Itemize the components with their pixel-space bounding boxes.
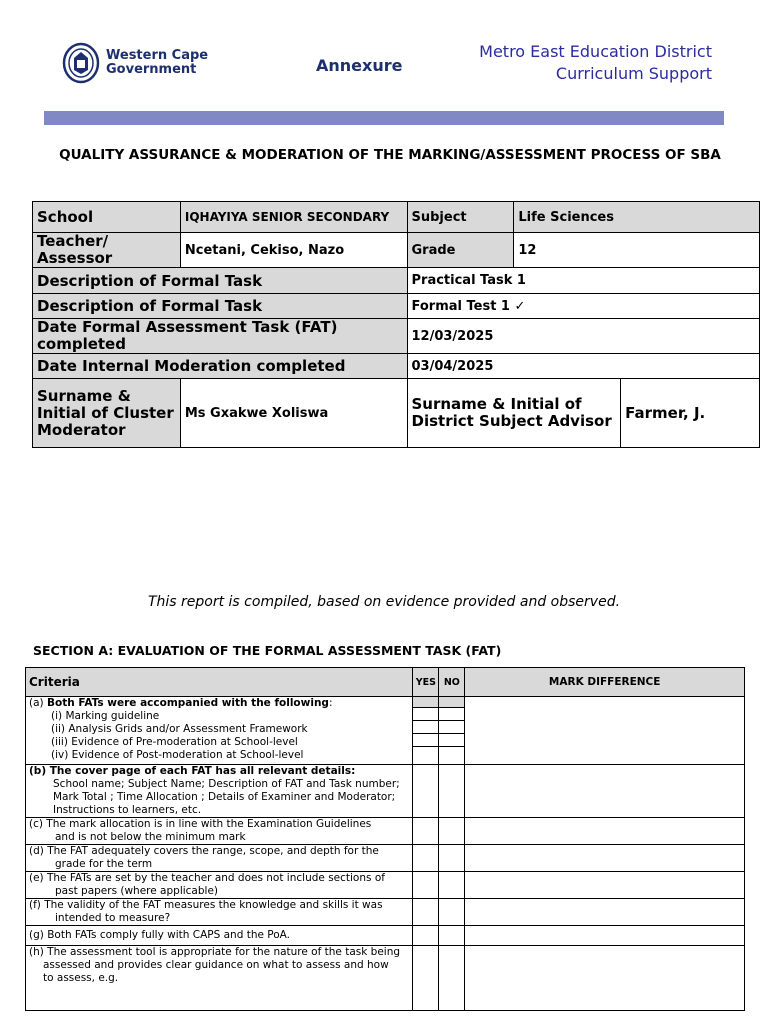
mark-difference-header: MARK DIFFERENCE bbox=[465, 668, 745, 697]
mark-cell[interactable] bbox=[465, 818, 745, 845]
grade-value: 12 bbox=[514, 233, 760, 268]
mark-cell[interactable] bbox=[465, 872, 745, 899]
western-cape-logo bbox=[62, 42, 208, 84]
advisor-label: Surname & Initial of District Subject Advisor bbox=[407, 379, 621, 448]
table-row bbox=[26, 697, 745, 765]
date-fat-label: Date Formal Assessment Task (FAT) completed bbox=[33, 319, 408, 354]
cluster-moderator-label: Surname & Initial of Cluster Moderator bbox=[33, 379, 181, 448]
mark-cell[interactable] bbox=[465, 697, 745, 765]
criterion-b-text: School name; Subject Name; Description of FAT and Task number; Mark Total ; Time Allocation ; Details of Examiner and Moderator; Instructions to learners, etc. bbox=[53, 778, 400, 816]
annexure-title: Annexure bbox=[316, 56, 403, 75]
table-row bbox=[26, 872, 745, 899]
coat-of-arms-icon bbox=[62, 42, 100, 84]
yes-cell[interactable] bbox=[413, 946, 439, 1011]
criterion-f bbox=[26, 899, 413, 926]
table-row bbox=[26, 765, 745, 818]
yes-cell[interactable] bbox=[413, 872, 439, 899]
yes-cell[interactable] bbox=[413, 926, 439, 946]
table-row bbox=[26, 818, 745, 845]
criterion-e bbox=[26, 872, 413, 899]
criterion-h-line: (h) The assessment tool is appropriate for the nature of the task being bbox=[29, 946, 401, 958]
criterion-a-heading: Both FATs were accompanied with the following bbox=[46, 697, 329, 709]
header-divider-bar bbox=[44, 111, 724, 125]
no-cell[interactable] bbox=[439, 845, 465, 872]
report-note: This report is compiled, based on evidence provided and observed. bbox=[147, 594, 621, 610]
mark-cell[interactable] bbox=[465, 926, 745, 946]
no-cell[interactable] bbox=[439, 946, 465, 1011]
teacher-label: Teacher/ Assessor bbox=[33, 233, 181, 268]
yes-cell[interactable] bbox=[413, 765, 439, 818]
district-line-1: Metro East Education District bbox=[479, 42, 712, 61]
yes-cell[interactable] bbox=[413, 845, 439, 872]
criterion-e-line: (e) The FATs are set by the teacher and does not include sections of bbox=[29, 872, 385, 884]
criterion-c-line: (c) The mark allocation is in line with the Examination Guidelines bbox=[29, 818, 372, 830]
no-cell[interactable] bbox=[439, 899, 465, 926]
criteria-header: Criteria bbox=[26, 668, 413, 697]
criterion-b bbox=[26, 765, 413, 818]
info-table bbox=[32, 201, 760, 448]
yes-header: YES bbox=[413, 668, 439, 697]
logo-line-2: Government bbox=[106, 62, 197, 77]
criterion-h-line: to assess, e.g. bbox=[43, 972, 119, 984]
criterion-d-line: (d) The FAT adequately covers the range, scope, and depth for the bbox=[29, 845, 379, 857]
criterion-a-item: (iii) Evidence of Pre-moderation at School-level bbox=[51, 736, 298, 748]
criterion-a-item: (ii) Analysis Grids and/or Assessment Framework bbox=[51, 723, 308, 735]
criterion-a: (a) Both FATs were accompanied with the following: (i) Marking guideline (ii) Analysis Grids and/or Assessment Framework (iii) Evidence of Pre-moderation at School-level (iv) Evidence of Post-moderation at School-level bbox=[26, 697, 413, 765]
no-cell[interactable] bbox=[439, 818, 465, 845]
table-row bbox=[26, 845, 745, 872]
mark-cell[interactable] bbox=[465, 946, 745, 1011]
school-label: School bbox=[33, 202, 181, 233]
mark-cell[interactable] bbox=[465, 765, 745, 818]
mark-cell[interactable] bbox=[465, 899, 745, 926]
desc2-value: Formal Test 1 ✓ bbox=[407, 294, 760, 319]
criterion-b-heading: (b) The cover page of each FAT has all relevant details: bbox=[29, 765, 356, 777]
yes-cell[interactable] bbox=[413, 899, 439, 926]
grade-label: Grade bbox=[407, 233, 514, 268]
desc1-label: Description of Formal Task bbox=[33, 268, 408, 294]
no-cell[interactable] bbox=[439, 872, 465, 899]
criteria-table bbox=[25, 667, 745, 1011]
section-a-title: SECTION A: EVALUATION OF THE FORMAL ASSESSMENT TASK (FAT) bbox=[33, 643, 502, 658]
criterion-f-line: (f) The validity of the FAT measures the knowledge and skills it was bbox=[29, 899, 383, 911]
document-title: QUALITY ASSURANCE & MODERATION OF THE MARKING/ASSESSMENT PROCESS OF SBA bbox=[59, 147, 721, 163]
desc2-label: Description of Formal Task bbox=[33, 294, 408, 319]
no-header: NO bbox=[439, 668, 465, 697]
no-cell[interactable] bbox=[439, 926, 465, 946]
criterion-a-prefix: (a) bbox=[29, 697, 44, 709]
logo-line-1: Western Cape bbox=[106, 48, 209, 63]
criterion-c bbox=[26, 818, 413, 845]
advisor-value: Farmer, J. bbox=[621, 379, 760, 448]
desc1-value: Practical Task 1 bbox=[407, 268, 760, 294]
date-mod-value: 03/04/2025 bbox=[407, 354, 760, 379]
district-line-2: Curriculum Support bbox=[555, 64, 712, 83]
criterion-e-line: past papers (where applicable) bbox=[55, 885, 219, 897]
yes-cell[interactable] bbox=[413, 818, 439, 845]
criterion-a-item: (i) Marking guideline bbox=[51, 710, 160, 722]
no-cell[interactable] bbox=[439, 765, 465, 818]
subject-label: Subject bbox=[407, 202, 514, 233]
criterion-a-item: (iv) Evidence of Post-moderation at School-level bbox=[51, 749, 304, 761]
subject-value: Life Sciences bbox=[514, 202, 760, 233]
criterion-c-line: and is not below the minimum mark bbox=[55, 831, 246, 843]
no-cell[interactable] bbox=[439, 697, 465, 765]
criterion-d-line: grade for the term bbox=[55, 858, 153, 870]
school-value: IQHAYIYA SENIOR SECONDARY bbox=[180, 202, 407, 233]
table-row bbox=[26, 899, 745, 926]
cluster-moderator-value: Ms Gxakwe Xoliswa bbox=[180, 379, 407, 448]
criterion-h bbox=[26, 946, 413, 1011]
table-row bbox=[26, 926, 745, 946]
district-heading bbox=[479, 41, 712, 85]
criterion-h-line: assessed and provides clear guidance on what to assess and how bbox=[43, 959, 389, 971]
criterion-g: (g) Both FATs comply fully with CAPS and the PoA. bbox=[26, 926, 413, 946]
mark-cell[interactable] bbox=[465, 845, 745, 872]
date-mod-label: Date Internal Moderation completed bbox=[33, 354, 408, 379]
teacher-value: Ncetani, Cekiso, Nazo bbox=[180, 233, 407, 268]
criterion-f-line: intended to measure? bbox=[55, 912, 171, 924]
date-fat-value: 12/03/2025 bbox=[407, 319, 760, 354]
table-row bbox=[26, 946, 745, 1011]
criterion-d bbox=[26, 845, 413, 872]
yes-cell[interactable] bbox=[413, 697, 439, 765]
